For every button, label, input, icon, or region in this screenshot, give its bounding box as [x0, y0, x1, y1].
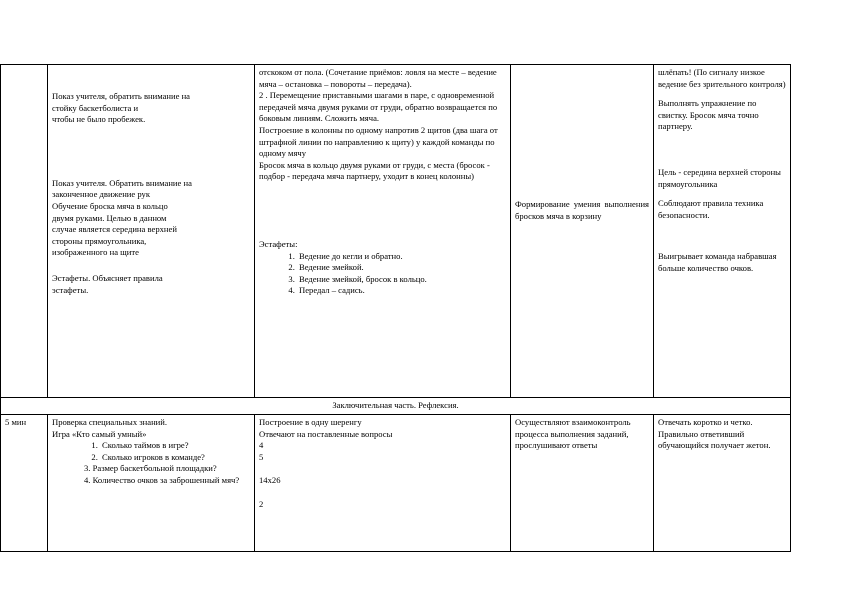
time-cell: [1, 65, 48, 398]
uud-text: Формирование умения выполнения бросков мяча в корзину: [515, 199, 649, 221]
answer: 5: [259, 451, 264, 462]
text-line: Показ учителя. Обратить внимание на: [52, 177, 192, 188]
list-item: 2. Сколько игроков в команде?: [100, 452, 250, 464]
teacher-activity-cell: [48, 415, 255, 552]
text-line: Обучение броска мяча в кольцо: [52, 200, 168, 211]
list-item: 1. Ведение до кегли и обратно.: [297, 251, 506, 263]
text-line: чтобы не было пробежек.: [52, 114, 146, 125]
answer: 4: [259, 440, 264, 451]
uud-cell: [511, 65, 654, 398]
table-row-main-part: [1, 65, 791, 398]
student-text: шлёпать! (По сигналу низкое ведение без зрительного контроля): [658, 67, 786, 89]
answer: 14х26: [259, 475, 281, 486]
list-item: 3. Ведение змейкой, бросок в кольцо.: [297, 274, 506, 286]
table-row-final-part: [1, 415, 791, 552]
content-paragraph: отскоком от пола. (Сочетание приёмов: ловля на месте – ведение мяча – остановка – повороты – передача).: [259, 67, 497, 89]
text-line: двумя руками. Целью в данном: [52, 212, 167, 223]
relay-title: Эстафеты:: [259, 238, 298, 249]
text-line: Эстафеты. Объясняет правила: [52, 272, 163, 283]
student-text: Выполнять упражнение по свистку. Бросок мяча точно партнеру.: [658, 98, 759, 132]
text-line: случае является середина верхней: [52, 224, 177, 235]
text-line: законченное движение рук: [52, 189, 151, 200]
student-text: Правильно ответивший обучающийся получает жетон.: [658, 428, 771, 451]
uud-cell: [511, 415, 654, 552]
content-paragraph: Бросок мяча в кольцо двумя руками от груди, с места (бросок - подбор - передача мяча партнеру, уходит в конец колонны): [259, 159, 490, 182]
uud-text: Осуществляют взаимоконтроль процесса выполнения заданий, прослушивают ответы: [515, 417, 631, 451]
teacher-activity-cell: [48, 65, 255, 398]
list-item: 4. Передал – садись.: [297, 285, 506, 297]
student-text: Отвечать коротко и четко.: [658, 417, 753, 427]
lesson-plan-table: [0, 64, 791, 552]
text-line: 4. Количество очков за заброшенный мяч?: [84, 474, 240, 485]
table-row-section-header: [1, 398, 791, 415]
time-cell: 5 мин: [1, 415, 48, 552]
text-line: изображенного на щите: [52, 247, 139, 258]
text-line: стороны прямоугольника,: [52, 235, 147, 246]
text-line: 3. Размер баскетбольной площадки?: [84, 463, 217, 474]
list-item: 2. Ведение змейкой.: [297, 262, 506, 274]
relay-list: [259, 251, 506, 297]
student-text: Соблюдают правила техника безопасности.: [658, 198, 764, 220]
text-line: Проверка специальных знаний.: [52, 417, 168, 427]
student-activity-cell: [654, 65, 791, 398]
answer: 2: [259, 498, 264, 509]
question-list: [52, 440, 250, 463]
content-paragraph: 2 . Перемещение приставными шагами в паре, с одновременной передачей мяча двумя руками от груди, обратно возвращается по боковым линиям. Сложить мяча.: [259, 90, 498, 124]
text-line: Отвечают на поставленные вопросы: [259, 428, 393, 439]
text-line: Построение в одну шеренгу: [259, 417, 362, 427]
text-line: эстафеты.: [52, 284, 89, 295]
text-line: стойку баскетболиста и: [52, 102, 139, 113]
student-text: Выигрывает команда набравшая больше количество очков.: [658, 251, 777, 273]
list-item: 1. Сколько таймов в игре?: [100, 440, 250, 452]
student-text: Цель - середина верхней стороны прямоугольника: [658, 166, 781, 189]
student-activity-cell: [654, 415, 791, 552]
text-line: Показ учителя, обратить внимание на: [52, 91, 190, 101]
content-paragraph: Построение в колонны по одному напротив 2 щитов (два шага от штрафной линии по направлению к щиту) у каждой команды по одному мячу: [259, 124, 498, 159]
lesson-content-cell: [255, 65, 511, 398]
text-line: Игра «Кто самый умный»: [52, 428, 147, 439]
lesson-content-cell: [255, 415, 511, 552]
section-title: Заключительная часть. Рефлексия.: [1, 398, 791, 415]
